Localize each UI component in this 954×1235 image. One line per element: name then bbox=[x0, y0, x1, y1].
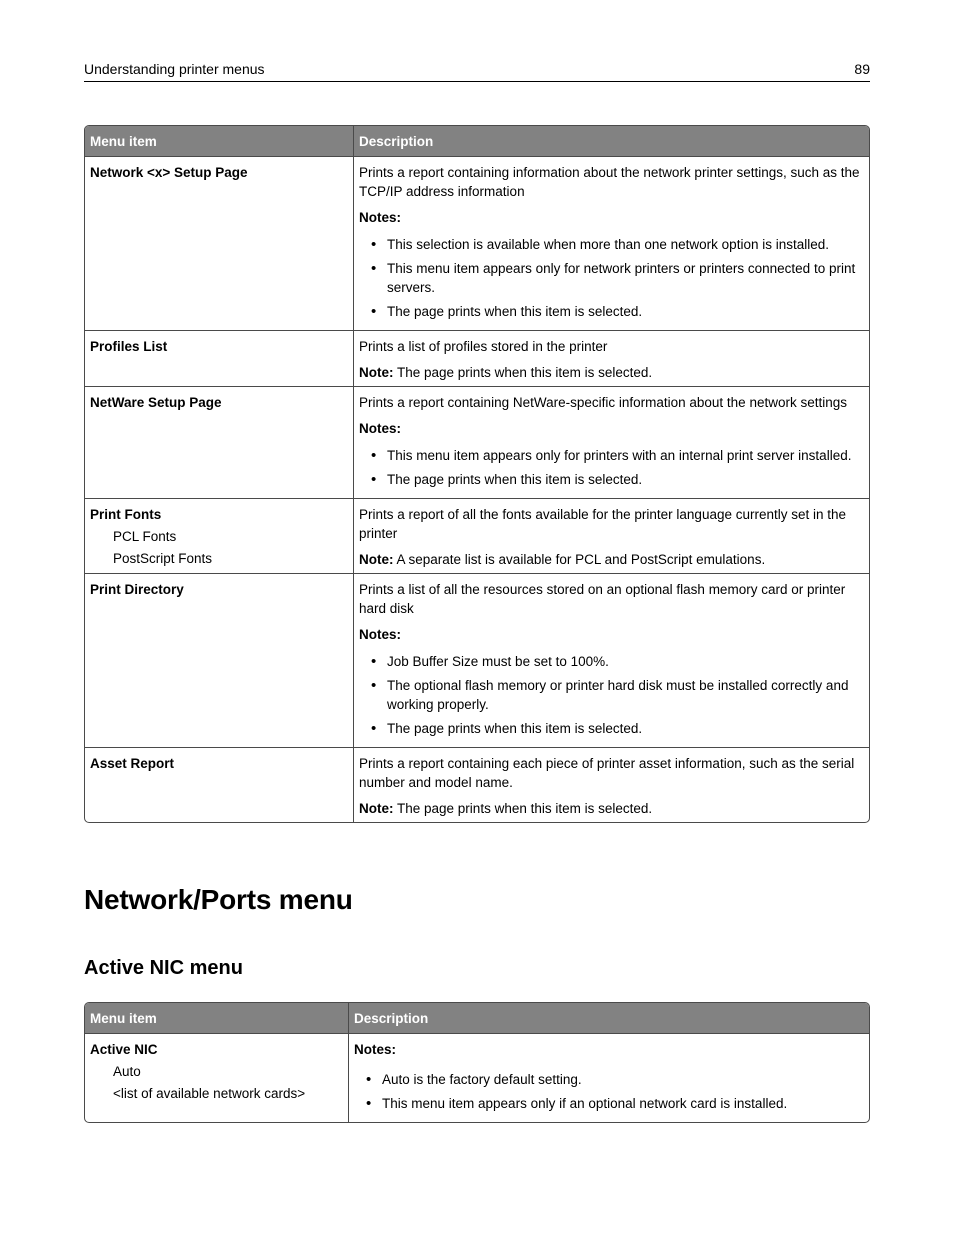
menu-item-cell bbox=[85, 748, 353, 822]
list-item: • The page prints when this item is selected. bbox=[359, 470, 864, 489]
menu-subitem: <list of available network cards> bbox=[113, 1086, 306, 1101]
note-label: Note: bbox=[359, 552, 394, 567]
column-header-menu-item: Menu item bbox=[85, 1003, 348, 1034]
header-title: Understanding printer menus bbox=[84, 61, 265, 77]
note-label: Note: bbox=[359, 801, 394, 816]
description-text: Prints a list of all the resources stored on an optional flash memory card or printer hard disk bbox=[359, 582, 846, 616]
section-title: Network/Ports menu bbox=[84, 884, 353, 915]
note bbox=[359, 550, 864, 569]
note-text: A separate list is available for PCL and PostScript emulations. bbox=[393, 552, 766, 567]
list-item: • This menu item appears only for network printers or printers connected to print servers. bbox=[359, 259, 864, 297]
notes-label: Notes: bbox=[354, 1042, 397, 1057]
description-text: Prints a report containing each piece of printer asset information, such as the serial number and model name. bbox=[359, 756, 855, 790]
note-text: The page prints when this item is selected. bbox=[393, 801, 653, 816]
column-header-menu-item: Menu item bbox=[85, 126, 353, 157]
subsection-title: Active NIC menu bbox=[84, 957, 243, 979]
menu-item-cell bbox=[85, 387, 353, 499]
table-row bbox=[85, 499, 869, 574]
active-nic-table bbox=[84, 1002, 870, 1123]
description-cell bbox=[353, 574, 869, 748]
menu-subitem: PCL Fonts bbox=[113, 529, 177, 544]
table-header-row bbox=[85, 1003, 869, 1034]
menu-item-cell bbox=[85, 574, 353, 748]
menu-subitem: Auto bbox=[113, 1064, 141, 1079]
description-cell bbox=[353, 387, 869, 499]
column-header-description: Description bbox=[348, 1003, 869, 1034]
list-item: • The page prints when this item is selected. bbox=[359, 302, 864, 321]
description-text: Prints a list of profiles stored in the printer bbox=[359, 339, 608, 354]
table-header-row bbox=[85, 126, 869, 157]
notes-list bbox=[359, 652, 864, 738]
printer-menu-table bbox=[84, 125, 870, 823]
menu-item-name: Asset Report bbox=[90, 756, 175, 771]
list-item: • The optional flash memory or printer hard disk must be installed correctly and working properly. bbox=[359, 676, 864, 714]
page-number: 89 bbox=[854, 61, 870, 77]
running-header bbox=[84, 59, 870, 82]
menu-item-name: Print Fonts bbox=[90, 507, 162, 522]
list-item: • This menu item appears only for printers with an internal print server installed. bbox=[359, 446, 864, 465]
description-cell bbox=[353, 748, 869, 822]
description-cell bbox=[348, 1034, 869, 1122]
notes-list bbox=[354, 1070, 864, 1113]
menu-item-name: Active NIC bbox=[90, 1042, 158, 1057]
menu-item-name: Profiles List bbox=[90, 339, 168, 354]
menu-item-cell bbox=[85, 157, 353, 331]
menu-item-name: Print Directory bbox=[90, 582, 184, 597]
menu-item-cell bbox=[85, 499, 353, 574]
table-row bbox=[85, 574, 869, 748]
notes-label: Notes: bbox=[359, 627, 402, 642]
note-text: The page prints when this item is selected. bbox=[393, 365, 653, 380]
notes-list bbox=[359, 235, 864, 321]
description-cell bbox=[353, 331, 869, 387]
column-header-description: Description bbox=[353, 126, 869, 157]
description-text: Prints a report of all the fonts available for the printer language currently set in the printer bbox=[359, 507, 847, 541]
description-text: Prints a report containing NetWare-specific information about the network settings bbox=[359, 395, 847, 410]
notes-label: Notes: bbox=[359, 210, 402, 225]
table-row bbox=[85, 1034, 869, 1122]
table-row bbox=[85, 387, 869, 499]
note bbox=[359, 363, 864, 382]
table-row bbox=[85, 748, 869, 822]
menu-item-name: Network <x> Setup Page bbox=[90, 165, 248, 180]
description-text: Prints a report containing information about the network printer settings, such as the TCP/IP address information bbox=[359, 165, 860, 199]
notes-list bbox=[359, 446, 864, 489]
menu-item-name: NetWare Setup Page bbox=[90, 395, 222, 410]
table-row bbox=[85, 331, 869, 387]
menu-item-cell bbox=[85, 1034, 348, 1122]
list-item: • This menu item appears only if an optional network card is installed. bbox=[354, 1094, 864, 1113]
list-item: • Auto is the factory default setting. bbox=[354, 1070, 864, 1089]
menu-subitem: PostScript Fonts bbox=[113, 551, 213, 566]
list-item: • This selection is available when more than one network option is installed. bbox=[359, 235, 864, 254]
note bbox=[359, 799, 864, 818]
note-label: Note: bbox=[359, 365, 394, 380]
menu-item-cell bbox=[85, 331, 353, 387]
table-row bbox=[85, 157, 869, 331]
notes-label: Notes: bbox=[359, 421, 402, 436]
description-cell bbox=[353, 499, 869, 574]
description-cell bbox=[353, 157, 869, 331]
list-item: • Job Buffer Size must be set to 100%. bbox=[359, 652, 864, 671]
list-item: • The page prints when this item is selected. bbox=[359, 719, 864, 738]
